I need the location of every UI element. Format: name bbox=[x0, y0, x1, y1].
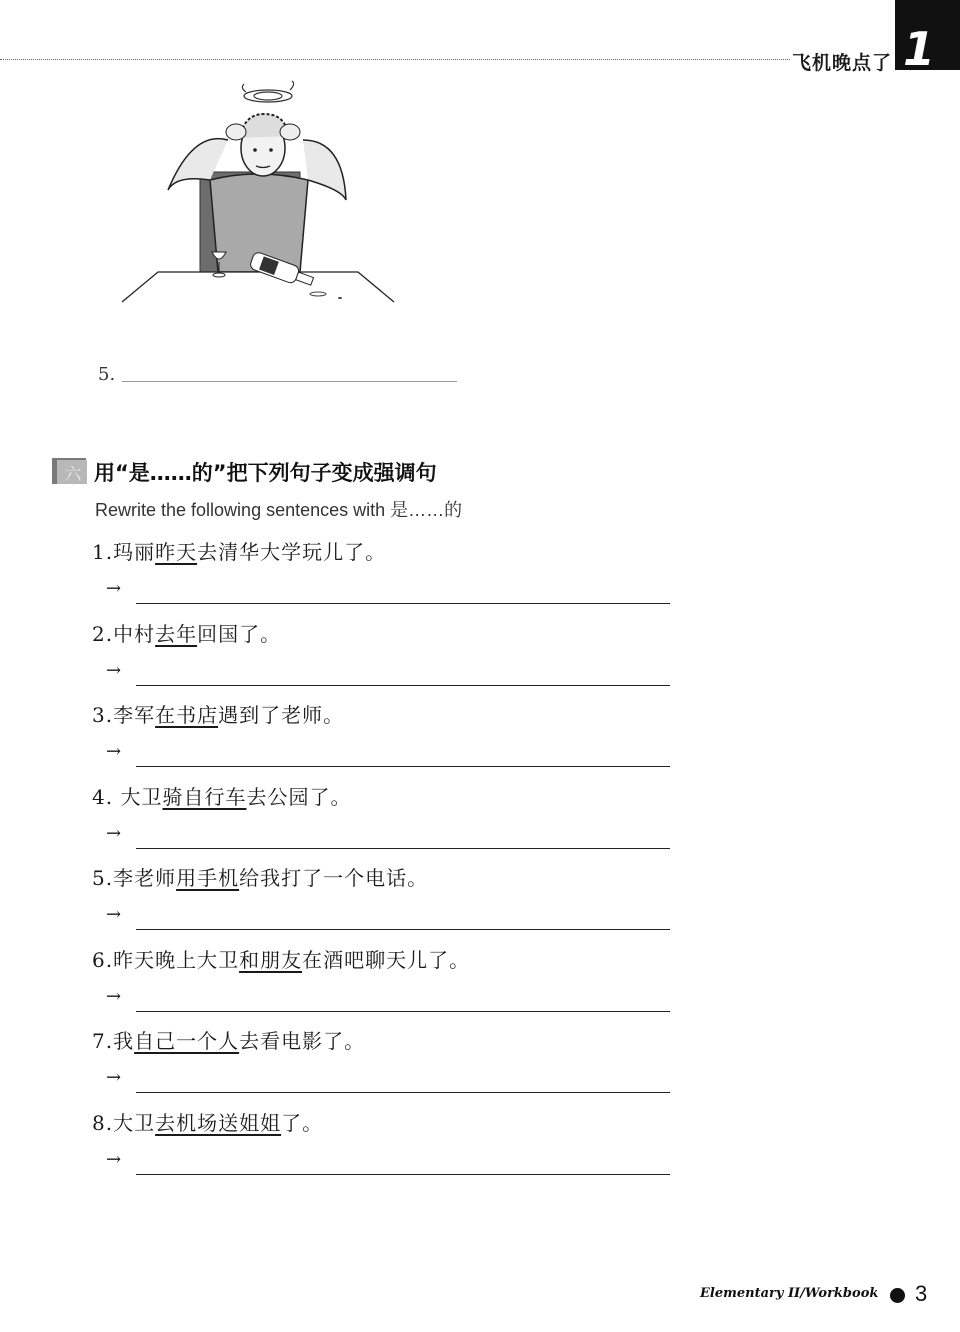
exercise-sentence bbox=[92, 944, 470, 973]
dizzy-man-illustration bbox=[118, 80, 398, 310]
section-number: 六 bbox=[64, 465, 82, 485]
arrow-icon: → bbox=[106, 985, 122, 1007]
sentence-text: 遇到了老师。 bbox=[218, 703, 345, 727]
header-dotted-rule bbox=[0, 59, 790, 60]
arrow-icon: → bbox=[106, 1067, 122, 1088]
sentence-text: 李老师 bbox=[113, 866, 177, 890]
exercise-number: 1. bbox=[92, 540, 114, 564]
page-number: 3 bbox=[915, 1281, 928, 1306]
exercise-number: 4. bbox=[92, 784, 121, 809]
answer-line[interactable] bbox=[136, 1092, 670, 1093]
sentence-text: 去清华大学玩儿了。 bbox=[197, 540, 387, 564]
item-5-answer-line[interactable] bbox=[122, 381, 457, 382]
arrow-icon: → bbox=[106, 904, 122, 925]
emphasis-phrase: 在书店 bbox=[155, 703, 219, 727]
sentence-text: 去看电影了。 bbox=[239, 1029, 366, 1053]
exercise-number: 6. bbox=[92, 947, 114, 972]
exercise-number: 7. bbox=[92, 1029, 114, 1053]
answer-line[interactable] bbox=[136, 766, 670, 767]
exercise-sentence bbox=[92, 699, 344, 728]
footer-book-title: Elementary II/Workbook bbox=[700, 1286, 879, 1301]
section-title: 用“是……的”把下列句子变成强调句 bbox=[94, 461, 437, 485]
exercise-number: 5. bbox=[92, 866, 114, 890]
exercise-number: 2. bbox=[92, 621, 114, 646]
arrow-icon: → bbox=[106, 659, 122, 681]
answer-line[interactable] bbox=[136, 929, 670, 930]
emphasis-phrase: 昨天 bbox=[155, 540, 198, 564]
sentence-text: 我 bbox=[113, 1029, 135, 1053]
arrow-icon: → bbox=[106, 741, 122, 762]
lesson-number: 1 bbox=[903, 22, 936, 76]
exercise-sentence bbox=[92, 1107, 323, 1136]
answer-line[interactable] bbox=[136, 685, 670, 686]
footer-bullet-icon bbox=[890, 1288, 905, 1303]
exercise-sentence bbox=[92, 618, 281, 647]
sentence-text: 大卫 bbox=[120, 784, 163, 809]
answer-line[interactable] bbox=[136, 603, 670, 604]
emphasis-phrase: 和朋友 bbox=[239, 947, 303, 972]
emphasis-phrase: 去机场送姐姐 bbox=[155, 1110, 282, 1135]
exercise-sentence bbox=[92, 862, 428, 891]
sentence-text: 李军 bbox=[113, 703, 156, 727]
lesson-title: 飞机晚点了 bbox=[792, 52, 893, 74]
sentence-text: 昨天晚上大卫 bbox=[113, 947, 240, 972]
arrow-icon: → bbox=[106, 822, 122, 844]
arrow-icon: → bbox=[106, 1148, 122, 1170]
answer-line[interactable] bbox=[136, 1011, 670, 1012]
sentence-text: 玛丽 bbox=[113, 540, 156, 564]
sentence-text: 在酒吧聊天儿了。 bbox=[302, 947, 471, 972]
sentence-text: 大卫 bbox=[113, 1110, 156, 1135]
exercise-sentence bbox=[92, 536, 386, 565]
exercise-number: 8. bbox=[92, 1110, 114, 1135]
sentence-text: 中村 bbox=[113, 621, 156, 646]
sentence-text: 回国了。 bbox=[197, 621, 282, 646]
exercise-sentence bbox=[92, 1025, 365, 1054]
item-5-label: 5. bbox=[98, 364, 116, 385]
sentence-text: 给我打了一个电话。 bbox=[239, 866, 429, 890]
answer-line[interactable] bbox=[136, 848, 670, 849]
exercise-number: 3. bbox=[92, 703, 114, 727]
emphasis-phrase: 自己一个人 bbox=[134, 1029, 240, 1053]
answer-line[interactable] bbox=[136, 1174, 670, 1175]
sentence-text: 去公园了。 bbox=[246, 784, 352, 809]
emphasis-phrase: 去年 bbox=[155, 621, 198, 646]
sentence-text: 了。 bbox=[281, 1110, 324, 1135]
emphasis-phrase: 用手机 bbox=[176, 866, 240, 890]
section-instruction: Rewrite the following sentences with 是……的 bbox=[95, 500, 463, 520]
emphasis-phrase: 骑自行车 bbox=[162, 784, 247, 809]
exercise-sentence bbox=[92, 781, 351, 810]
arrow-icon: → bbox=[106, 578, 122, 599]
